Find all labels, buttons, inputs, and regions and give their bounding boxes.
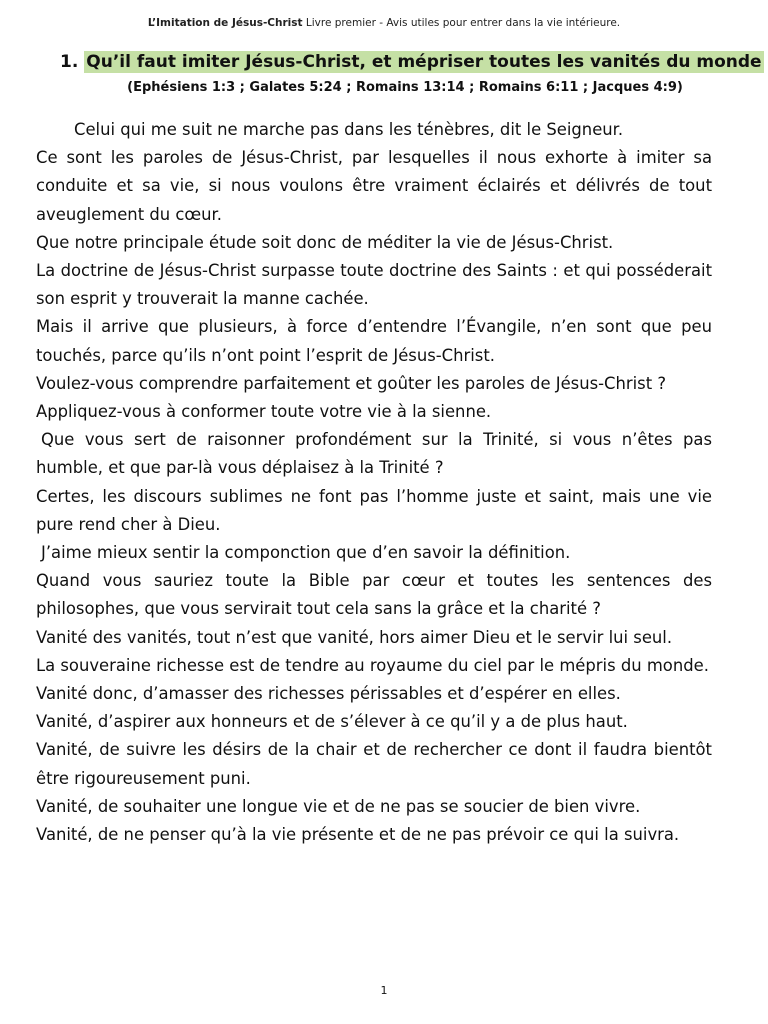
scripture-references: (Ephésiens 1:3 ; Galates 5:24 ; Romains 13:14 ; Romains 6:11 ; Jacques 4:9) xyxy=(127,80,683,95)
chapter-title: Qu’il faut imiter Jésus-Christ, et mépriser toutes les vanités du monde xyxy=(86,52,762,72)
running-header xyxy=(0,17,768,29)
header-book-title: L’Imitation de Jésus-Christ xyxy=(147,17,303,29)
page-number: 1 xyxy=(380,984,388,997)
paragraph: Vanité, de ne penser qu’à la vie présente et de ne pas prévoir ce qui la suivra. xyxy=(36,825,680,845)
paragraph: Que vous sert de raisonner profondément sur la Trinité, si vous n’êtes pas humble, et que par-là vous déplaisez à la Trinité ? xyxy=(36,430,712,478)
paragraph: La souveraine richesse est de tendre au royaume du ciel par le mépris du monde. xyxy=(36,655,709,675)
paragraph: Certes, les discours sublimes ne font pas l’homme juste et saint, mais une vie pure rend cher à Dieu. xyxy=(36,486,712,534)
chapter-heading xyxy=(60,52,764,72)
paragraph: Vanité, de suivre les désirs de la chair et de rechercher ce dont il faudra bientôt être rigoureusement puni. xyxy=(36,740,712,788)
paragraph: Voulez-vous comprendre parfaitement et goûter les paroles de Jésus-Christ ? xyxy=(36,373,667,393)
paragraph: Vanité, d’aspirer aux honneurs et de s’élever à ce qu’il y a de plus haut. xyxy=(36,712,628,732)
paragraph: J’aime mieux sentir la componction que d’en savoir la définition. xyxy=(41,543,571,563)
paragraph: Mais il arrive que plusieurs, à force d’entendre l’Évangile, n’en sont que peu touchés, parce qu’ils n’ont point l’esprit de Jésus-Christ. xyxy=(36,317,712,365)
header-subtitle: Livre premier - Avis utiles pour entrer dans la vie intérieure. xyxy=(302,17,621,29)
paragraph: La doctrine de Jésus-Christ surpasse toute doctrine des Saints : et qui posséderait son esprit y trouverait la manne cachée. xyxy=(36,261,712,309)
paragraph: Que notre principale étude soit donc de méditer la vie de Jésus-Christ. xyxy=(36,232,614,252)
paragraph: Vanité, de souhaiter une longue vie et de ne pas se soucier de bien vivre. xyxy=(36,796,641,816)
body-text xyxy=(36,116,712,849)
paragraph: Appliquez-vous à conformer toute votre vie à la sienne. xyxy=(36,402,492,422)
paragraph: Vanité des vanités, tout n’est que vanité, hors aimer Dieu et le servir lui seul. xyxy=(36,627,673,647)
paragraph: Quand vous sauriez toute la Bible par cœur et toutes les sentences des philosophes, que vous servirait tout cela sans la grâce et la charité ? xyxy=(36,571,712,619)
paragraph: Celui qui me suit ne marche pas dans les ténèbres, dit le Seigneur. xyxy=(74,120,624,139)
paragraph: Vanité donc, d’amasser des richesses périssables et d’espérer en elles. xyxy=(36,684,621,704)
chapter-number: 1. xyxy=(60,52,79,72)
paragraph: Ce sont les paroles de Jésus-Christ, par lesquelles il nous exhorte à imiter sa conduite et sa vie, si nous voulons être vraiment éclairés et délivrés de tout aveuglement du cœur. xyxy=(36,148,712,224)
